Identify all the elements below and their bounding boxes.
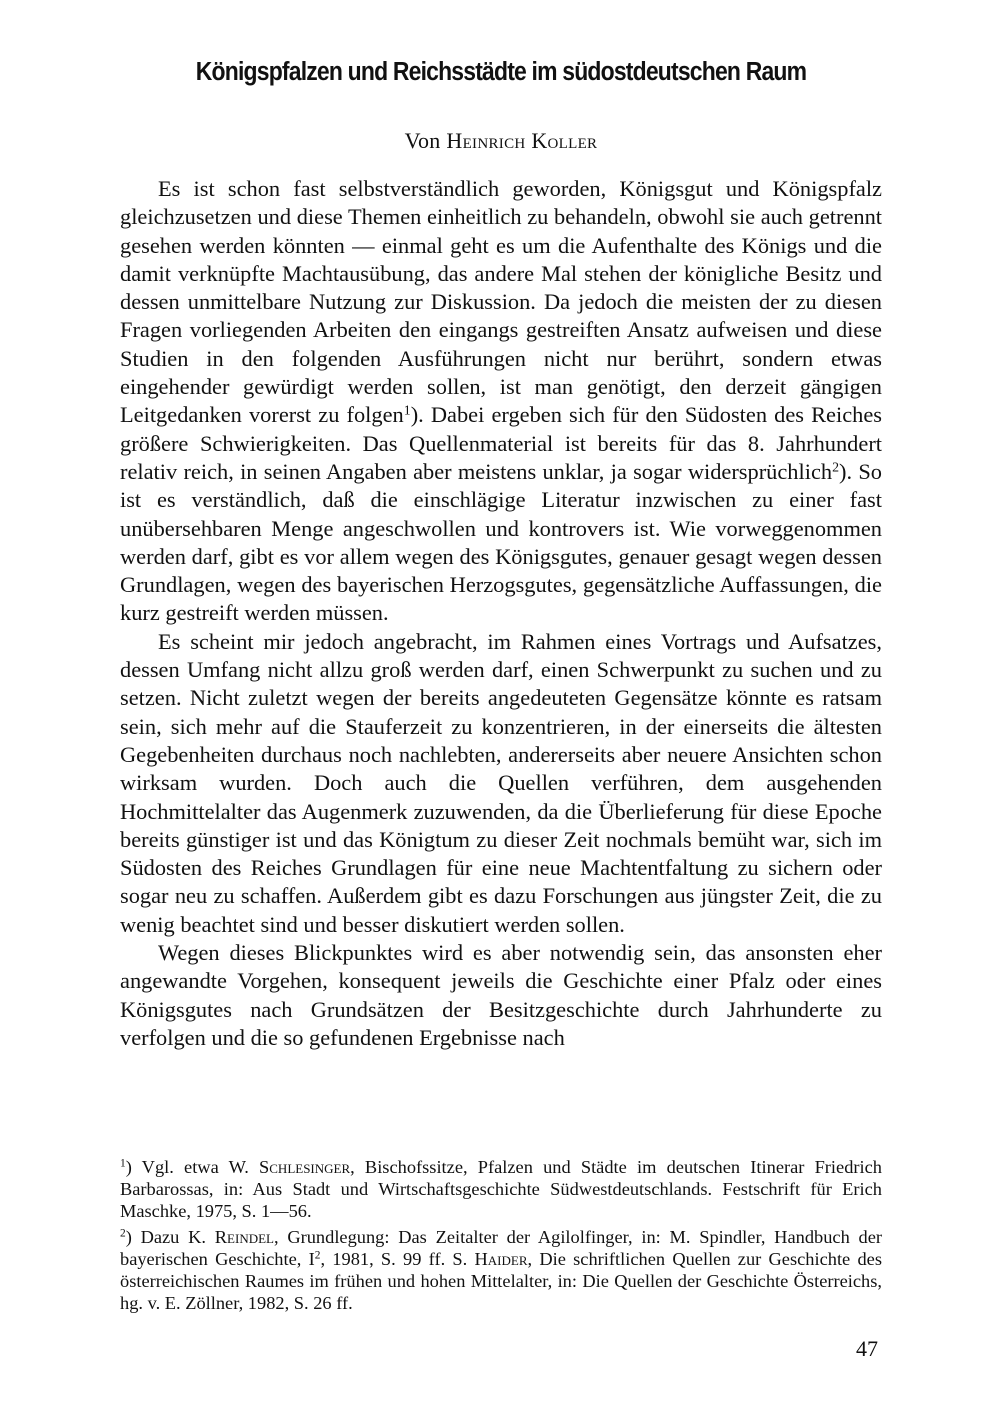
page-number: 47 xyxy=(856,1336,878,1361)
footnote-2-edition-sup: 2 xyxy=(314,1249,321,1262)
footnote-1-author: Schlesinger xyxy=(259,1157,351,1177)
paragraph-1 xyxy=(120,175,882,628)
page xyxy=(120,0,882,1419)
footnote-2-author-1: Reindel xyxy=(214,1227,274,1247)
footnote-2-part-b: , Grundlegung: Das Zeitalter der Agilolfinger, in: M. Spindler, Handbuch der bayerischen Geschichte, I xyxy=(120,1227,882,1269)
footnote-1-part-b: , Bischofssitze, Pfalzen und Städte im deutschen Itinerar Friedrich Barbarossas, in: Aus Stadt und Wirtschaftsgeschichte Südwestdeutschlands. Festschrift für Erich Maschke, 1975, S. 1—56. xyxy=(120,1157,882,1221)
footnote-ref-1: 1 xyxy=(403,403,411,419)
footnote-2 xyxy=(120,1226,882,1314)
article-body xyxy=(120,175,882,1052)
paragraph-1-part-c: ). So ist es verständlich, daß die einschlägige Literatur inzwischen zu einer fast unübersehbaren Menge angeschwollen und kontrovers ist. Wie vorweggenommen werden darf, gibt es vor allem wegen des Königsgutes, genauer gesagt wegen dessen Grundlagen, wegen des bayerischen Herzogsgutes, gegensätzliche Auffassungen, die kurz gestreift werden müssen. xyxy=(120,458,882,626)
paragraph-1-part-a: Es ist schon fast selbstverständlich geworden, Königsgut und Königspfalz gleichzusetzen und diese Themen einheitlich zu behandeln, obwohl sie auch getrennt gesehen werden könnten — einmal geht es um die Aufenthalte des Königs und die damit verknüpfte Machtausübung, das andere Mal stehen der königliche Besitz und dessen unmittelbare Nutzung zur Diskussion. Da jedoch die meisten der zu diesen Fragen vorliegenden Arbeiten den eingangs gestreiften Ansatz aufweisen und diese Studien in den folgenden Ausführungen nicht nur berührt, sondern etwas eingehender gewürdigt werden sollen, ist man genötigt, den derzeit gängigen Leitgedanken vorerst zu folgen xyxy=(120,176,882,428)
article-title: Königspfalzen und Reichsstädte im südostdeutschen Raum xyxy=(195,58,807,86)
footnote-2-part-c: , 1981, S. 99 ff. S. xyxy=(320,1249,475,1269)
paragraph-3: Wegen dieses Blickpunktes wird es aber notwendig sein, das ansonsten eher angewandte Vorgehen, konsequent jeweils die Geschichte einer Pfalz oder eines Königsgutes nach Grundsätzen der Besitzgeschichte durch Jahrhunderte zu verfolgen und die so gefundenen Ergebnisse nach xyxy=(120,940,882,1050)
footnote-2-part-a: ) Dazu K. xyxy=(125,1227,215,1247)
paragraph-1-part-b: ). Dabei ergeben sich für den Südosten des Reiches größere Schwierigkeiten. Das Quellenmaterial ist bereits für das 8. Jahrhundert relativ reich, in seinen Angaben aber meistens unklar, ja sogar widersprüchlich xyxy=(120,402,882,484)
footnote-2-mark: 2 xyxy=(120,1227,126,1240)
paragraph-2: Es scheint mir jedoch angebracht, im Rahmen eines Vortrags und Aufsatzes, dessen Umfang nicht allzu groß werden darf, einen Schwerpunkt zu suchen und zu setzen. Nicht zuletzt wegen der bereits angedeuteten Gegensätze könnte es ratsam sein, sich mehr auf die Stauferzeit zu konzentrieren, in der einerseits die ältesten Gegebenheiten durchaus noch nachlebten, andererseits aber neuere Ansichten schon wirksam wurden. Doch auch die Quellen verführen, dem ausgehenden Hochmittelalter das Augenmerk zuzuwenden, da die Überlieferung für diese Epoche bereits günstiger ist und das Königtum zu dieser Zeit nochmals bemüht war, sich im Südosten des Reiches Grundlagen für eine neue Machtentfaltung zu sichern oder sogar neu zu schaffen. Außerdem gibt es dazu Forschungen aus jüngster Zeit, die zu wenig beachtet sind und besser diskutiert werden sollen. xyxy=(120,628,882,937)
footnote-1-mark: 1 xyxy=(120,1157,126,1170)
footnote-2-part-d: , Die schriftlichen Quellen zur Geschichte des österreichischen Raumes im frühen und hohen Mittelalter, in: Die Quellen der Geschichte Österreichs, hg. v. E. Zöllner, 1982, S. 26 ff. xyxy=(120,1249,882,1313)
footnotes xyxy=(120,1156,882,1318)
author-line xyxy=(120,128,882,154)
author-prefix: Von xyxy=(404,128,441,153)
author-name: Heinrich Koller xyxy=(446,128,598,153)
footnote-2-author-2: Haider xyxy=(474,1249,528,1269)
footnote-ref-2: 2 xyxy=(832,460,840,476)
footnote-1-part-a: ) Vgl. etwa W. xyxy=(125,1157,260,1177)
footnote-1 xyxy=(120,1156,882,1222)
